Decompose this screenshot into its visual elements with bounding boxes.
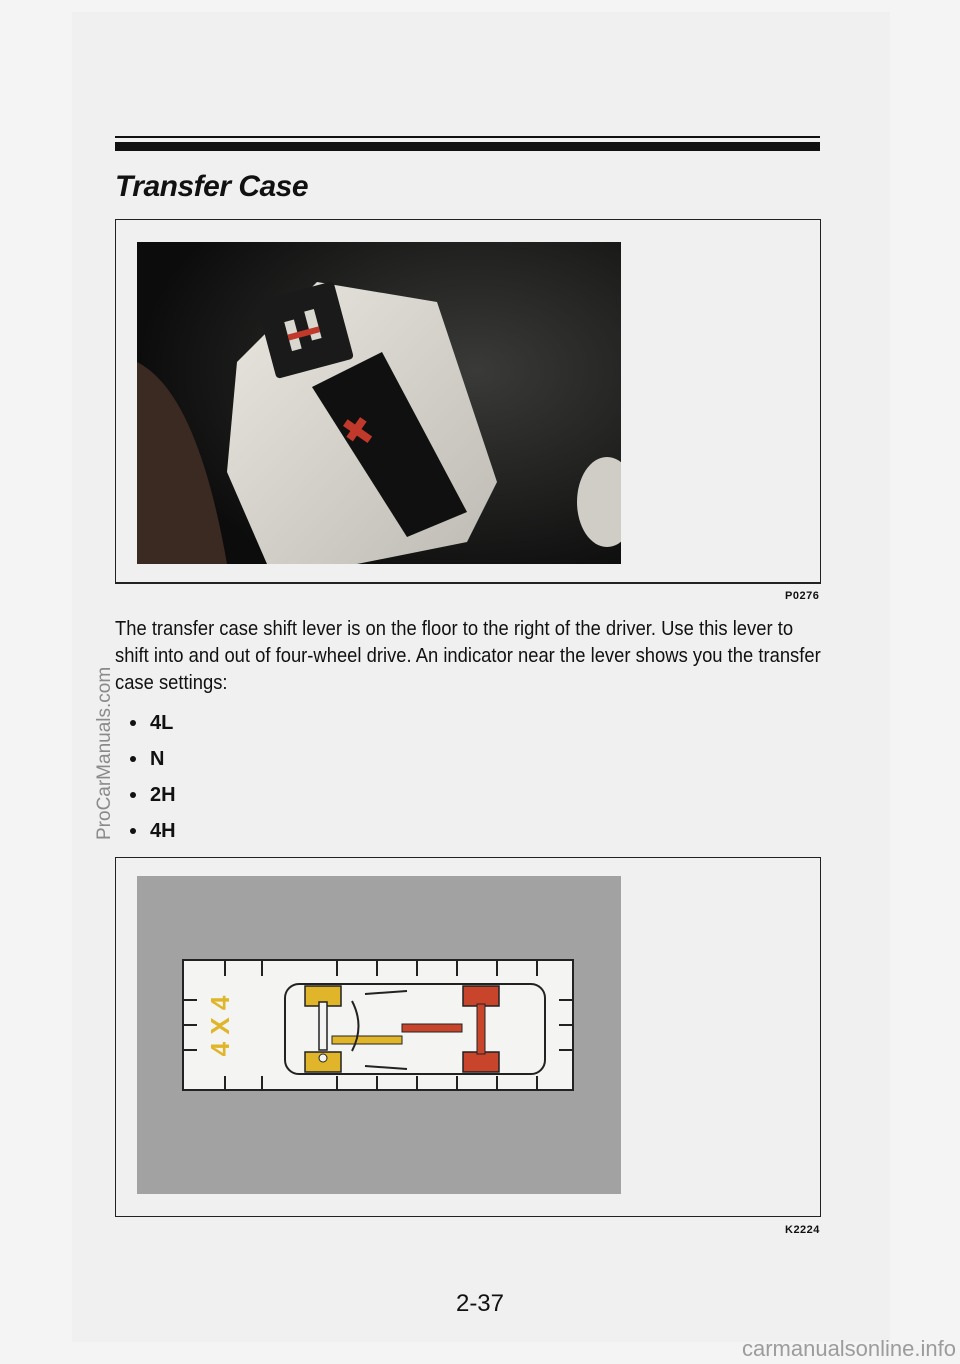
header-rule-thin xyxy=(115,136,820,138)
page-number: 2-37 xyxy=(455,1290,505,1317)
bullet-icon xyxy=(130,792,136,798)
setting-label: 4H xyxy=(150,820,176,842)
setting-label: N xyxy=(150,748,165,770)
bullet-icon xyxy=(130,828,136,834)
setting-label: 4L xyxy=(150,712,174,734)
diagram-mode-label: 4 X 4 xyxy=(205,995,235,1057)
section-title: Transfer Case xyxy=(115,170,309,203)
photo-frame-bottom-rule xyxy=(115,582,821,584)
settings-list xyxy=(130,705,176,849)
header-rule-thick xyxy=(115,142,820,151)
shift-lever-illustration xyxy=(137,242,621,564)
bullet-icon xyxy=(130,756,136,762)
description-paragraph: The transfer case shift lever is on the floor to the right of the driver. Use this lever to shift into and out of four-wheel drive. An indicator near the lever shows you the transfer case settings: xyxy=(115,618,821,694)
diagram-reference-code: K2224 xyxy=(785,1224,820,1236)
list-item xyxy=(130,705,176,741)
list-item xyxy=(130,813,176,849)
drivetrain-indicator-illustration xyxy=(137,876,621,1194)
side-watermark: ProCarManuals.com xyxy=(94,666,115,840)
photo-reference-code: P0276 xyxy=(785,590,820,602)
setting-label: 2H xyxy=(150,784,176,806)
shift-lever-photo xyxy=(137,242,621,564)
list-item xyxy=(130,741,176,777)
list-item xyxy=(130,777,176,813)
bottom-watermark: carmanualsonline.info xyxy=(741,1336,956,1361)
four-wheel-drive-indicator-photo xyxy=(137,876,621,1194)
bullet-icon xyxy=(130,720,136,726)
